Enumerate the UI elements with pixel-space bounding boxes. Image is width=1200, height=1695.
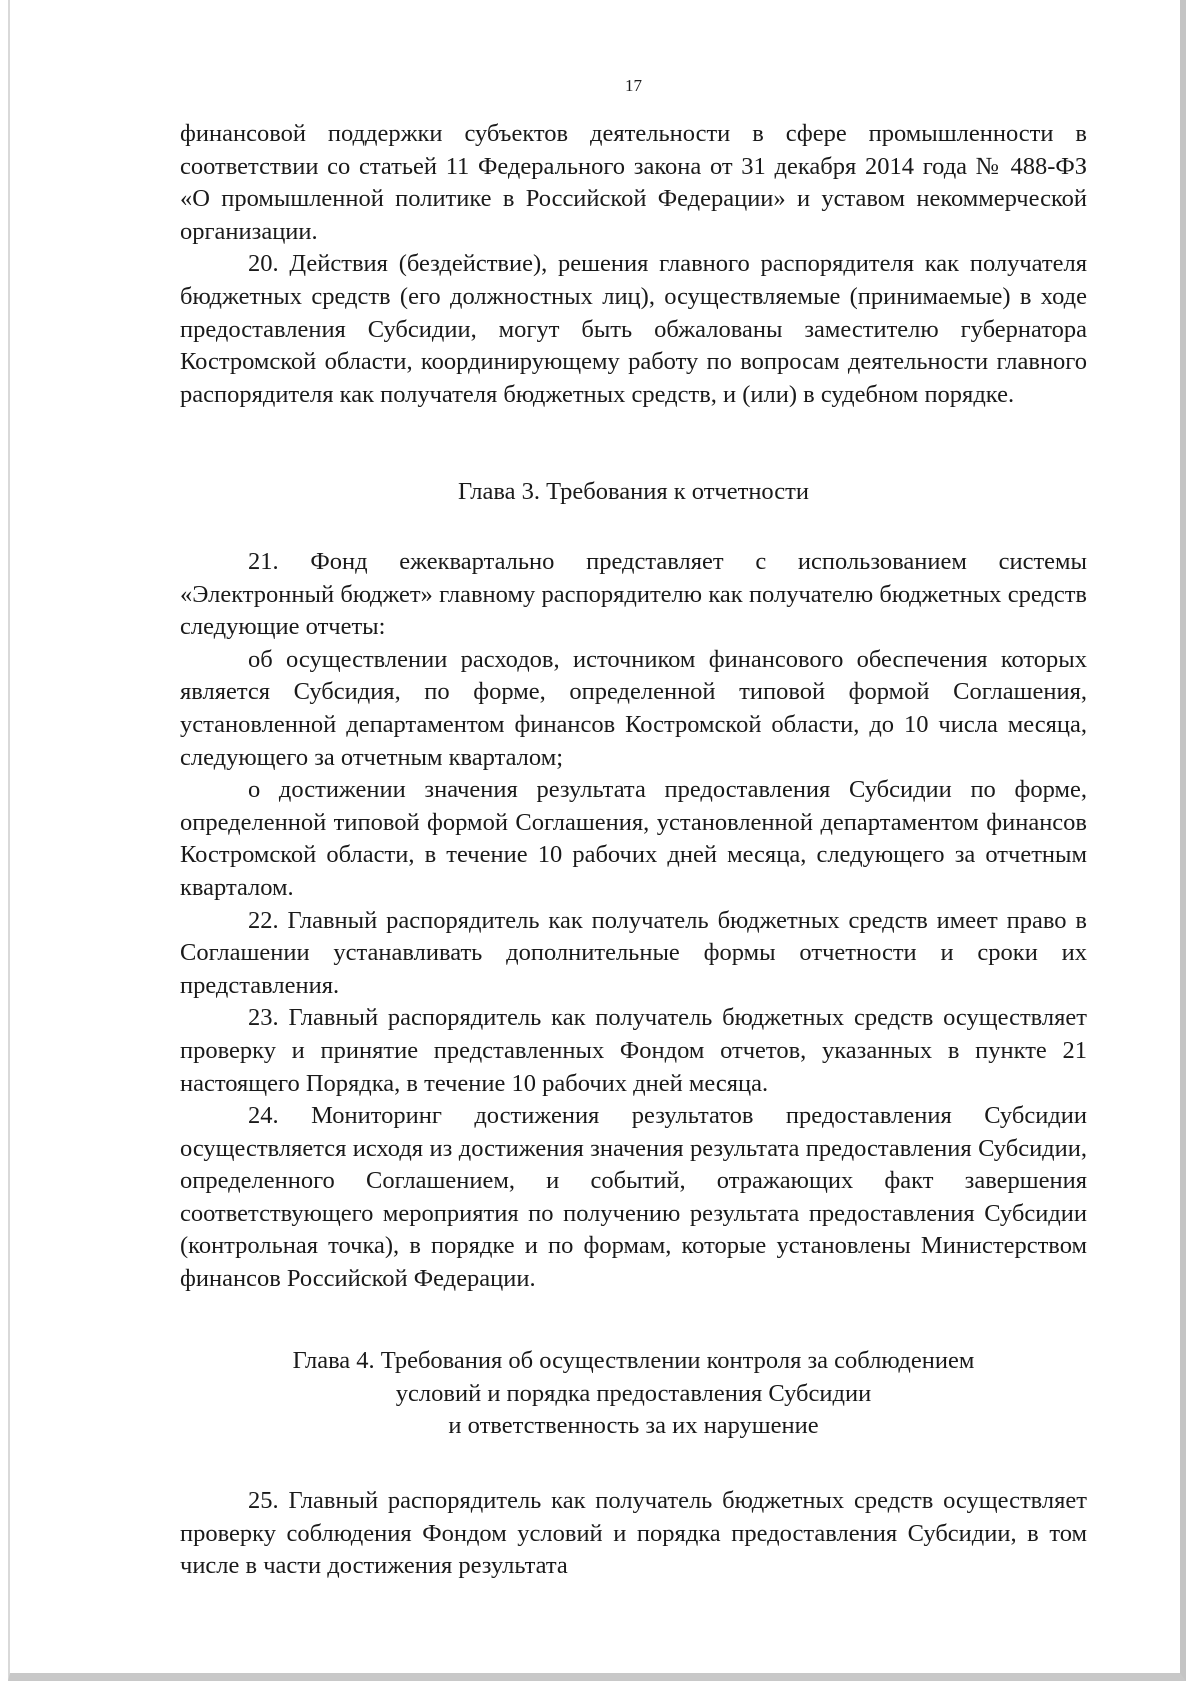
chapter-4-heading [180,1345,1087,1443]
paragraph-20: 20. Действия (бездействие), решения главного распорядителя как получателя бюджетных средств (его должностных лиц), осуществляемые (принимаемые) в ходе предоставления Субсидии, могут быть обжалованы заместителю губернатора Костромской области, координирующему работу по вопросам деятельности главного распорядителя как получателя бюджетных средств, и (или) в судебном порядке. [180,250,1087,408]
paragraph-21: 21. Фонд ежеквартально представляет с использованием системы «Электронный бюджет» главному распорядителю как получателю бюджетных средств следующие отчеты: [180,548,1087,641]
chapter-4-heading-line-3: и ответственность за их нарушение [448,1412,819,1440]
paragraph-21-item-result: о достижении значения результата предоставления Субсидии по форме, определенной типовой формой Соглашения, установленной департаментом финансов Костромской области, в течение 10 рабочих дней месяца, следующего за отчетным кварталом. [180,776,1087,901]
chapter-4-body [180,1485,1087,1583]
chapter-4-heading-line-1: Глава 4. Требования об осуществлении контроля за соблюдением [292,1347,975,1374]
paragraph-22: 22. Главный распорядитель как получатель бюджетных средств имеет право в Соглашении устанавливать дополнительные формы отчетности и сроки их представления. [180,906,1087,999]
paragraph-23: 23. Главный распорядитель как получатель бюджетных средств осуществляет проверку и принятие представленных Фондом отчетов, указанных в пункте 21 настоящего Порядка, в течение 10 рабочих дней месяца. [180,1004,1087,1097]
page-number: 17 [625,76,642,95]
paragraph-24: 24. Мониторинг достижения результатов предоставления Субсидии осуществляется исходя из достижения значения результата предоставления Субсидии, определенного Соглашением, и событий, отражающих факт завершения соответствующего мероприятия по получению результата предоставления Субсидии (контрольная точка), в порядке и по формам, которые установлены Министерством финансов Российской Федерации. [180,1102,1087,1293]
chapter-3-heading-block [180,476,1087,509]
chapter-4-heading-block [180,1345,1087,1443]
chapter-3-body [180,546,1087,1296]
section-top [180,118,1087,411]
paragraph-19-continuation: финансовой поддержки субъектов деятельности в сфере промышленности в соответствии со статьей 11 Федерального закона от 31 декабря 2014 года № 488-ФЗ «О промышленной политике в Российской Федерации» и уставом некоммерческой организации. [180,120,1087,245]
chapter-4-heading-line-2: условий и порядка предоставления Субсидии [395,1379,872,1407]
paragraph-21-item-expenses: об осуществлении расходов, источником финансового обеспечения которых является Субсидия, по форме, определенной типовой формой Соглашения, установленной департаментом финансов Костромской области, до 10 числа месяца, следующего за отчетным кварталом; [180,645,1087,771]
paragraph-25: 25. Главный распорядитель как получатель бюджетных средств осуществляет проверку соблюдения Фондом условий и порядка предоставления Субсидии, в том числе в части достижения результата [180,1487,1087,1580]
document-sheet [8,0,1186,1681]
chapter-3-heading: Глава 3. Требования к отчетности [457,478,809,505]
